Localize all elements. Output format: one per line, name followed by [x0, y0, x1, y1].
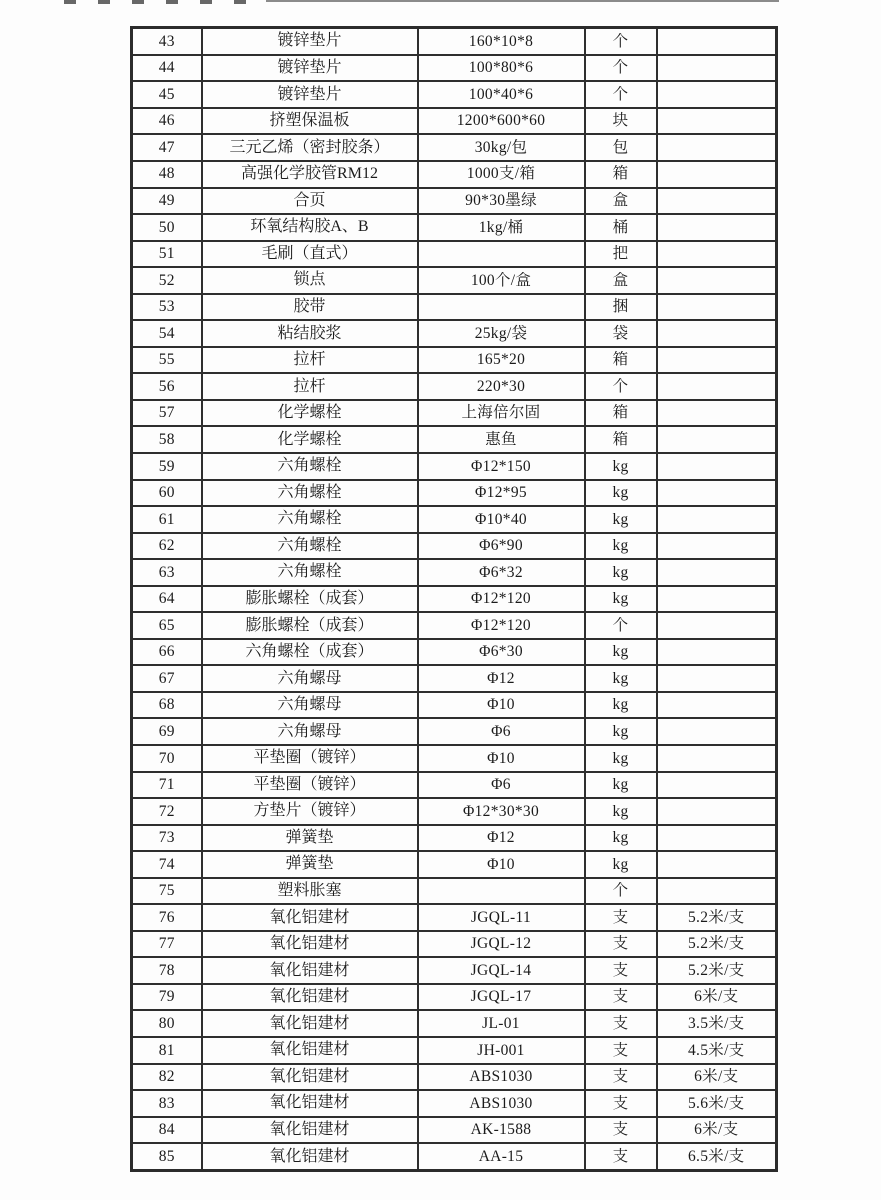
cell-unit: 支: [585, 1010, 657, 1037]
cell-no: 65: [132, 612, 202, 639]
table-row: [132, 533, 777, 560]
cell-name: 锁点: [202, 267, 418, 294]
cell-no: 64: [132, 586, 202, 613]
cell-unit: 支: [585, 1064, 657, 1091]
table-row: [132, 108, 777, 135]
cell-unit: 包: [585, 134, 657, 161]
cell-unit: 箱: [585, 161, 657, 188]
cell-no: 52: [132, 267, 202, 294]
cell-length: 6.5米/支: [657, 1143, 777, 1170]
cell-unit: 个: [585, 373, 657, 400]
table-row: [132, 692, 777, 719]
cell-spec: JGQL-12: [418, 931, 585, 958]
cell-spec: [418, 241, 585, 268]
cell-unit: kg: [585, 825, 657, 852]
cell-unit: 箱: [585, 347, 657, 374]
cell-name: 弹簧垫: [202, 825, 418, 852]
cell-unit: 个: [585, 878, 657, 905]
cell-length: [657, 108, 777, 135]
cell-length: [657, 772, 777, 799]
cell-no: 70: [132, 745, 202, 772]
cell-spec: Φ12*150: [418, 453, 585, 480]
cell-no: 58: [132, 426, 202, 453]
table-row: [132, 400, 777, 427]
cell-no: 54: [132, 320, 202, 347]
table-row: [132, 1010, 777, 1037]
table-row: [132, 506, 777, 533]
cell-length: [657, 718, 777, 745]
materials-table-body: [132, 28, 777, 1171]
cell-no: 78: [132, 957, 202, 984]
cell-no: 66: [132, 639, 202, 666]
table-row: [132, 28, 777, 55]
cell-spec: AK-1588: [418, 1117, 585, 1144]
cell-unit: kg: [585, 559, 657, 586]
cell-name: 六角螺栓: [202, 506, 418, 533]
cell-name: 氧化铝建材: [202, 984, 418, 1011]
cell-spec: Φ12*120: [418, 586, 585, 613]
cell-length: [657, 347, 777, 374]
cell-name: 六角螺母: [202, 718, 418, 745]
cell-length: [657, 55, 777, 82]
cell-unit: kg: [585, 718, 657, 745]
table-row: [132, 214, 777, 241]
cell-name: 六角螺母: [202, 665, 418, 692]
table-row: [132, 798, 777, 825]
cell-name: 氧化铝建材: [202, 904, 418, 931]
table-row: [132, 1037, 777, 1064]
cell-unit: 个: [585, 612, 657, 639]
cell-no: 63: [132, 559, 202, 586]
cell-unit: 把: [585, 241, 657, 268]
cell-unit: kg: [585, 480, 657, 507]
cell-name: 环氧结构胶A、B: [202, 214, 418, 241]
cell-length: [657, 745, 777, 772]
cell-no: 72: [132, 798, 202, 825]
cell-no: 43: [132, 28, 202, 55]
cell-no: 44: [132, 55, 202, 82]
cell-no: 85: [132, 1143, 202, 1170]
cell-no: 59: [132, 453, 202, 480]
table-row: [132, 825, 777, 852]
cell-no: 45: [132, 81, 202, 108]
cell-length: [657, 692, 777, 719]
cell-spec: Φ6*32: [418, 559, 585, 586]
cell-length: [657, 506, 777, 533]
cell-no: 47: [132, 134, 202, 161]
cell-no: 71: [132, 772, 202, 799]
cell-name: 六角螺母: [202, 692, 418, 719]
cell-length: [657, 426, 777, 453]
table-row: [132, 267, 777, 294]
cell-spec: Φ6: [418, 718, 585, 745]
top-remnant-border-line: [266, 0, 779, 2]
cell-unit: kg: [585, 586, 657, 613]
materials-table: [130, 26, 778, 1172]
table-row: [132, 612, 777, 639]
cell-unit: kg: [585, 639, 657, 666]
cell-unit: 支: [585, 931, 657, 958]
cell-name: 膨胀螺栓（成套）: [202, 612, 418, 639]
cell-spec: [418, 294, 585, 321]
cell-no: 49: [132, 188, 202, 215]
cell-length: [657, 453, 777, 480]
cell-length: [657, 851, 777, 878]
cell-no: 80: [132, 1010, 202, 1037]
cell-no: 69: [132, 718, 202, 745]
cell-no: 50: [132, 214, 202, 241]
table-row: [132, 55, 777, 82]
cell-spec: 惠鱼: [418, 426, 585, 453]
cell-spec: 1200*600*60: [418, 108, 585, 135]
cell-spec: 30kg/包: [418, 134, 585, 161]
cell-spec: Φ10: [418, 692, 585, 719]
cell-no: 53: [132, 294, 202, 321]
cell-unit: 支: [585, 1117, 657, 1144]
cell-spec: 220*30: [418, 373, 585, 400]
cell-length: [657, 294, 777, 321]
cell-length: [657, 533, 777, 560]
table-row: [132, 294, 777, 321]
cell-unit: 个: [585, 28, 657, 55]
table-row: [132, 1090, 777, 1117]
cell-length: [657, 81, 777, 108]
cell-no: 61: [132, 506, 202, 533]
cell-length: [657, 798, 777, 825]
table-row: [132, 957, 777, 984]
cell-name: 镀锌垫片: [202, 28, 418, 55]
table-row: [132, 745, 777, 772]
cell-no: 60: [132, 480, 202, 507]
cell-unit: 支: [585, 984, 657, 1011]
cell-length: [657, 134, 777, 161]
cell-unit: 个: [585, 81, 657, 108]
cell-unit: 支: [585, 957, 657, 984]
cell-name: 弹簧垫: [202, 851, 418, 878]
cell-spec: JGQL-17: [418, 984, 585, 1011]
cell-length: [657, 878, 777, 905]
cell-length: [657, 400, 777, 427]
cell-unit: kg: [585, 692, 657, 719]
cell-length: [657, 639, 777, 666]
table-row: [132, 373, 777, 400]
cell-name: 胶带: [202, 294, 418, 321]
cell-length: 5.2米/支: [657, 957, 777, 984]
cell-length: 6米/支: [657, 984, 777, 1011]
cell-unit: 盒: [585, 188, 657, 215]
table-row: [132, 904, 777, 931]
cell-name: 氧化铝建材: [202, 1010, 418, 1037]
cell-no: 77: [132, 931, 202, 958]
cell-name: 拉杆: [202, 347, 418, 374]
cell-unit: 袋: [585, 320, 657, 347]
cell-spec: AA-15: [418, 1143, 585, 1170]
table-row: [132, 161, 777, 188]
table-row: [132, 718, 777, 745]
cell-spec: 165*20: [418, 347, 585, 374]
cell-spec: Φ10: [418, 745, 585, 772]
cell-name: 六角螺栓: [202, 480, 418, 507]
cell-spec: Φ10: [418, 851, 585, 878]
cell-name: 氧化铝建材: [202, 1064, 418, 1091]
cell-name: 氧化铝建材: [202, 1037, 418, 1064]
cell-no: 73: [132, 825, 202, 852]
cell-spec: JH-001: [418, 1037, 585, 1064]
top-remnant-previous-row: [64, 0, 266, 4]
cell-name: 镀锌垫片: [202, 55, 418, 82]
cell-spec: 100*40*6: [418, 81, 585, 108]
cell-unit: kg: [585, 798, 657, 825]
table-row: [132, 639, 777, 666]
cell-name: 塑料胀塞: [202, 878, 418, 905]
table-row: [132, 931, 777, 958]
cell-unit: 支: [585, 1037, 657, 1064]
cell-length: 5.6米/支: [657, 1090, 777, 1117]
cell-length: [657, 28, 777, 55]
cell-name: 六角螺栓: [202, 533, 418, 560]
cell-length: 5.2米/支: [657, 904, 777, 931]
cell-no: 76: [132, 904, 202, 931]
cell-length: 3.5米/支: [657, 1010, 777, 1037]
cell-spec: 上海倍尔固: [418, 400, 585, 427]
cell-unit: 盒: [585, 267, 657, 294]
cell-name: 六角螺栓（成套）: [202, 639, 418, 666]
table-row: [132, 81, 777, 108]
cell-no: 68: [132, 692, 202, 719]
cell-spec: 1000支/箱: [418, 161, 585, 188]
cell-length: [657, 267, 777, 294]
cell-name: 镀锌垫片: [202, 81, 418, 108]
cell-unit: kg: [585, 851, 657, 878]
cell-length: 4.5米/支: [657, 1037, 777, 1064]
table-row: [132, 1117, 777, 1144]
cell-name: 氧化铝建材: [202, 931, 418, 958]
cell-spec: JGQL-14: [418, 957, 585, 984]
cell-spec: 25kg/袋: [418, 320, 585, 347]
cell-unit: 桶: [585, 214, 657, 241]
table-row: [132, 1143, 777, 1170]
cell-no: 83: [132, 1090, 202, 1117]
table-row: [132, 453, 777, 480]
cell-spec: Φ12: [418, 665, 585, 692]
cell-length: [657, 586, 777, 613]
cell-spec: 100个/盒: [418, 267, 585, 294]
cell-spec: Φ6*90: [418, 533, 585, 560]
cell-spec: ABS1030: [418, 1090, 585, 1117]
cell-unit: 支: [585, 1090, 657, 1117]
cell-name: 三元乙烯（密封胶条）: [202, 134, 418, 161]
cell-name: 平垫圈（镀锌）: [202, 772, 418, 799]
table-row: [132, 878, 777, 905]
cell-unit: 个: [585, 55, 657, 82]
cell-unit: kg: [585, 533, 657, 560]
cell-length: [657, 161, 777, 188]
cell-name: 合页: [202, 188, 418, 215]
cell-name: 粘结胶浆: [202, 320, 418, 347]
cell-spec: Φ12*95: [418, 480, 585, 507]
cell-no: 79: [132, 984, 202, 1011]
cell-no: 57: [132, 400, 202, 427]
cell-spec: Φ10*40: [418, 506, 585, 533]
cell-spec: JL-01: [418, 1010, 585, 1037]
cell-spec: 160*10*8: [418, 28, 585, 55]
cell-name: 平垫圈（镀锌）: [202, 745, 418, 772]
cell-name: 氧化铝建材: [202, 957, 418, 984]
cell-unit: 捆: [585, 294, 657, 321]
cell-name: 化学螺栓: [202, 400, 418, 427]
cell-name: 挤塑保温板: [202, 108, 418, 135]
cell-unit: 块: [585, 108, 657, 135]
cell-spec: Φ12*120: [418, 612, 585, 639]
cell-name: 拉杆: [202, 373, 418, 400]
cell-length: 6米/支: [657, 1117, 777, 1144]
cell-spec: 1kg/桶: [418, 214, 585, 241]
cell-no: 81: [132, 1037, 202, 1064]
cell-no: 82: [132, 1064, 202, 1091]
cell-length: [657, 241, 777, 268]
table-row: [132, 1064, 777, 1091]
cell-length: [657, 373, 777, 400]
cell-unit: kg: [585, 453, 657, 480]
cell-no: 46: [132, 108, 202, 135]
cell-length: [657, 825, 777, 852]
cell-no: 56: [132, 373, 202, 400]
cell-spec: 100*80*6: [418, 55, 585, 82]
table-row: [132, 347, 777, 374]
table-row: [132, 188, 777, 215]
cell-name: 六角螺栓: [202, 453, 418, 480]
cell-name: 氧化铝建材: [202, 1090, 418, 1117]
cell-spec: ABS1030: [418, 1064, 585, 1091]
cell-spec: Φ6: [418, 772, 585, 799]
table-row: [132, 241, 777, 268]
table-row: [132, 851, 777, 878]
cell-spec: Φ12*30*30: [418, 798, 585, 825]
cell-length: [657, 559, 777, 586]
table-row: [132, 559, 777, 586]
cell-length: [657, 214, 777, 241]
table-row: [132, 426, 777, 453]
cell-no: 75: [132, 878, 202, 905]
cell-no: 67: [132, 665, 202, 692]
cell-unit: kg: [585, 772, 657, 799]
cell-name: 氧化铝建材: [202, 1117, 418, 1144]
cell-length: [657, 612, 777, 639]
cell-length: 5.2米/支: [657, 931, 777, 958]
cell-spec: Φ12: [418, 825, 585, 852]
cell-no: 74: [132, 851, 202, 878]
cell-name: 毛刷（直式）: [202, 241, 418, 268]
table-row: [132, 134, 777, 161]
cell-unit: 支: [585, 1143, 657, 1170]
cell-length: [657, 320, 777, 347]
table-row: [132, 586, 777, 613]
cell-no: 55: [132, 347, 202, 374]
cell-name: 六角螺栓: [202, 559, 418, 586]
cell-unit: 箱: [585, 426, 657, 453]
cell-no: 84: [132, 1117, 202, 1144]
cell-name: 膨胀螺栓（成套）: [202, 586, 418, 613]
cell-unit: kg: [585, 665, 657, 692]
table-row: [132, 772, 777, 799]
cell-name: 方垫片（镀锌）: [202, 798, 418, 825]
cell-length: 6米/支: [657, 1064, 777, 1091]
cell-name: 氧化铝建材: [202, 1143, 418, 1170]
cell-name: 高强化学胶管RM12: [202, 161, 418, 188]
table-row: [132, 665, 777, 692]
cell-length: [657, 480, 777, 507]
cell-no: 62: [132, 533, 202, 560]
cell-unit: 箱: [585, 400, 657, 427]
cell-spec: 90*30墨绿: [418, 188, 585, 215]
table-row: [132, 480, 777, 507]
cell-length: [657, 188, 777, 215]
cell-spec: [418, 878, 585, 905]
cell-no: 51: [132, 241, 202, 268]
cell-unit: kg: [585, 506, 657, 533]
cell-spec: JGQL-11: [418, 904, 585, 931]
cell-spec: Φ6*30: [418, 639, 585, 666]
cell-unit: 支: [585, 904, 657, 931]
cell-unit: kg: [585, 745, 657, 772]
cell-no: 48: [132, 161, 202, 188]
table-row: [132, 320, 777, 347]
cell-length: [657, 665, 777, 692]
cell-name: 化学螺栓: [202, 426, 418, 453]
table-row: [132, 984, 777, 1011]
